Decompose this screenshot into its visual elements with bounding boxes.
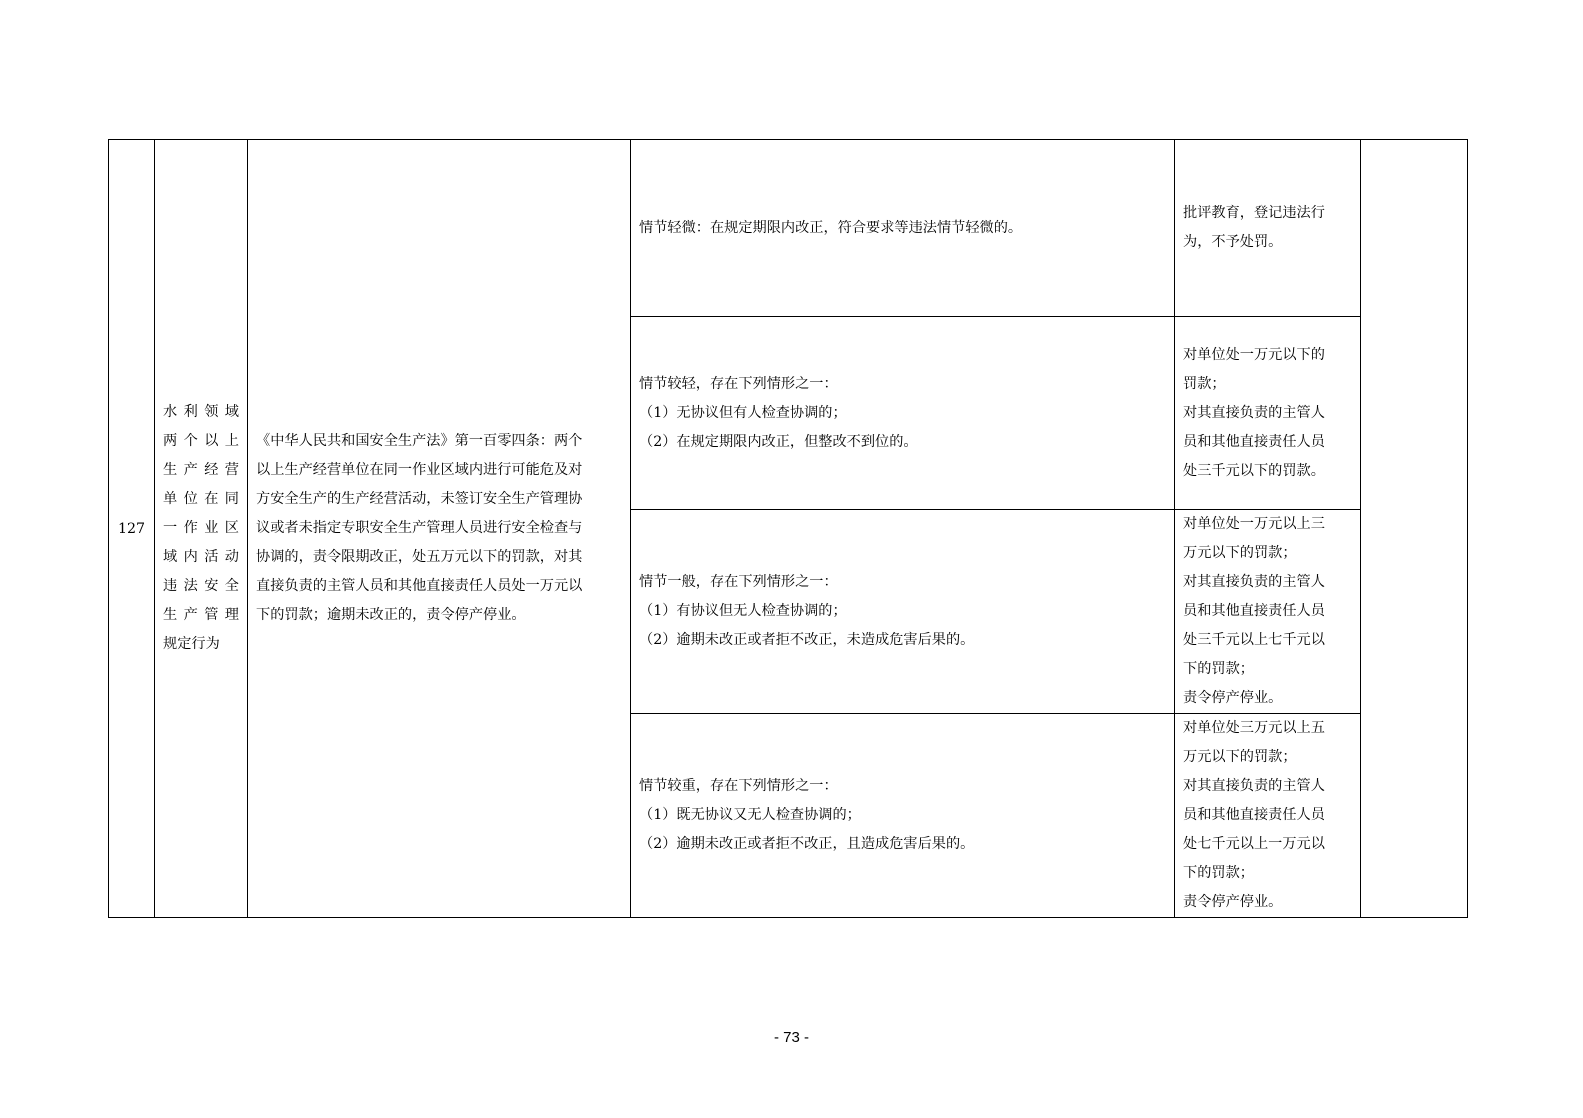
violation-name-line: 生产管理	[163, 607, 239, 623]
circumstance-line: 情节较轻，存在下列情形之一：	[639, 375, 838, 392]
penalty-line: 批评教育，登记违法行	[1183, 205, 1325, 221]
penalty-line: 对单位处三万元以上五	[1183, 720, 1325, 736]
penalty-line: 员和其他直接责任人员	[1183, 807, 1325, 823]
penalty-standard-general	[1175, 510, 1361, 714]
penalty-line: 对单位处一万元以上三	[1183, 516, 1325, 532]
violation-name-line: 违法安全	[163, 578, 239, 594]
penalty-standard-light	[1175, 317, 1361, 510]
violation-name-line: 域内活动	[163, 549, 239, 565]
penalty-line: 下的罚款；	[1183, 661, 1254, 677]
circumstance-general	[631, 510, 1175, 714]
penalty-line: 万元以下的罚款；	[1183, 545, 1297, 561]
penalty-line: 罚款；	[1183, 375, 1226, 392]
circumstance-minor	[631, 140, 1175, 317]
legal-basis-line: 方安全生产的生产经营活动，未签订安全生产管理协	[256, 491, 583, 507]
circumstance-line: （2）在规定期限内改正，但整改不到位的。	[639, 433, 918, 450]
violation-name-line: 一作业区	[163, 520, 239, 536]
penalty-standard-serious	[1175, 714, 1361, 918]
penalty-line: 下的罚款；	[1183, 865, 1254, 881]
circumstance-line: （2）逾期未改正或者拒不改正，且造成危害后果的。	[639, 836, 975, 852]
legal-basis	[248, 140, 631, 918]
legal-basis-line: 协调的，责令限期改正，处五万元以下的罚款，对其	[256, 549, 583, 565]
penalty-line: 对其直接负责的主管人	[1183, 404, 1325, 421]
penalty-line: 处七千元以上一万元以	[1183, 836, 1325, 852]
circumstance-line: （1）无协议但有人检查协调的；	[639, 404, 847, 421]
table-row	[109, 140, 1468, 317]
violation-name-line: 规定行为	[163, 636, 220, 652]
penalty-standard-table	[108, 139, 1468, 918]
penalty-line: 对其直接负责的主管人	[1183, 778, 1325, 794]
penalty-line: 处三千元以下的罚款。	[1183, 462, 1325, 479]
circumstance-line: 情节一般，存在下列情形之一：	[639, 574, 838, 590]
penalty-line: 对其直接负责的主管人	[1183, 574, 1325, 590]
legal-basis-line: 下的罚款；逾期未改正的，责令停产停业。	[256, 607, 526, 623]
circumstance-light	[631, 317, 1175, 510]
violation-name	[155, 140, 248, 918]
legal-basis-line: 《中华人民共和国安全生产法》第一百零四条：两个	[256, 433, 583, 449]
violation-name-line: 两个以上	[163, 433, 239, 449]
violation-name-line: 单位在同	[163, 491, 239, 507]
penalty-line: 为，不予处罚。	[1183, 234, 1283, 250]
circumstance-line: （2）逾期未改正或者拒不改正，未造成危害后果的。	[639, 632, 975, 648]
circumstance-line: 情节较重，存在下列情形之一：	[639, 778, 838, 794]
violation-name-line: 生产经营	[163, 462, 239, 478]
circumstance-line: 情节轻微：在规定期限内改正，符合要求等违法情节轻微的。	[639, 219, 1023, 236]
violation-name-line: 水利领域	[163, 404, 239, 420]
legal-basis-line: 以上生产经营单位在同一作业区域内进行可能危及对	[256, 462, 583, 478]
penalty-standard-minor	[1175, 140, 1361, 317]
penalty-line: 员和其他直接责任人员	[1183, 603, 1325, 619]
penalty-line: 责令停产停业。	[1183, 894, 1283, 910]
penalty-line: 员和其他直接责任人员	[1183, 433, 1325, 450]
penalty-line: 处三千元以上七千元以	[1183, 632, 1325, 648]
penalty-line: 万元以下的罚款；	[1183, 749, 1297, 765]
circumstance-serious	[631, 714, 1175, 918]
legal-basis-line: 直接负责的主管人员和其他直接责任人员处一万元以	[256, 578, 583, 594]
penalty-line: 责令停产停业。	[1183, 690, 1283, 706]
circumstance-line: （1）既无协议又无人检查协调的；	[639, 807, 861, 823]
legal-basis-line: 议或者未指定专职安全生产管理人员进行安全检查与	[256, 520, 583, 536]
item-number: 127	[109, 140, 155, 918]
remarks-cell	[1361, 140, 1468, 918]
page-number: - 73 -	[773, 1029, 809, 1046]
circumstance-line: （1）有协议但无人检查协调的；	[639, 603, 847, 619]
penalty-line: 对单位处一万元以下的	[1183, 346, 1325, 363]
